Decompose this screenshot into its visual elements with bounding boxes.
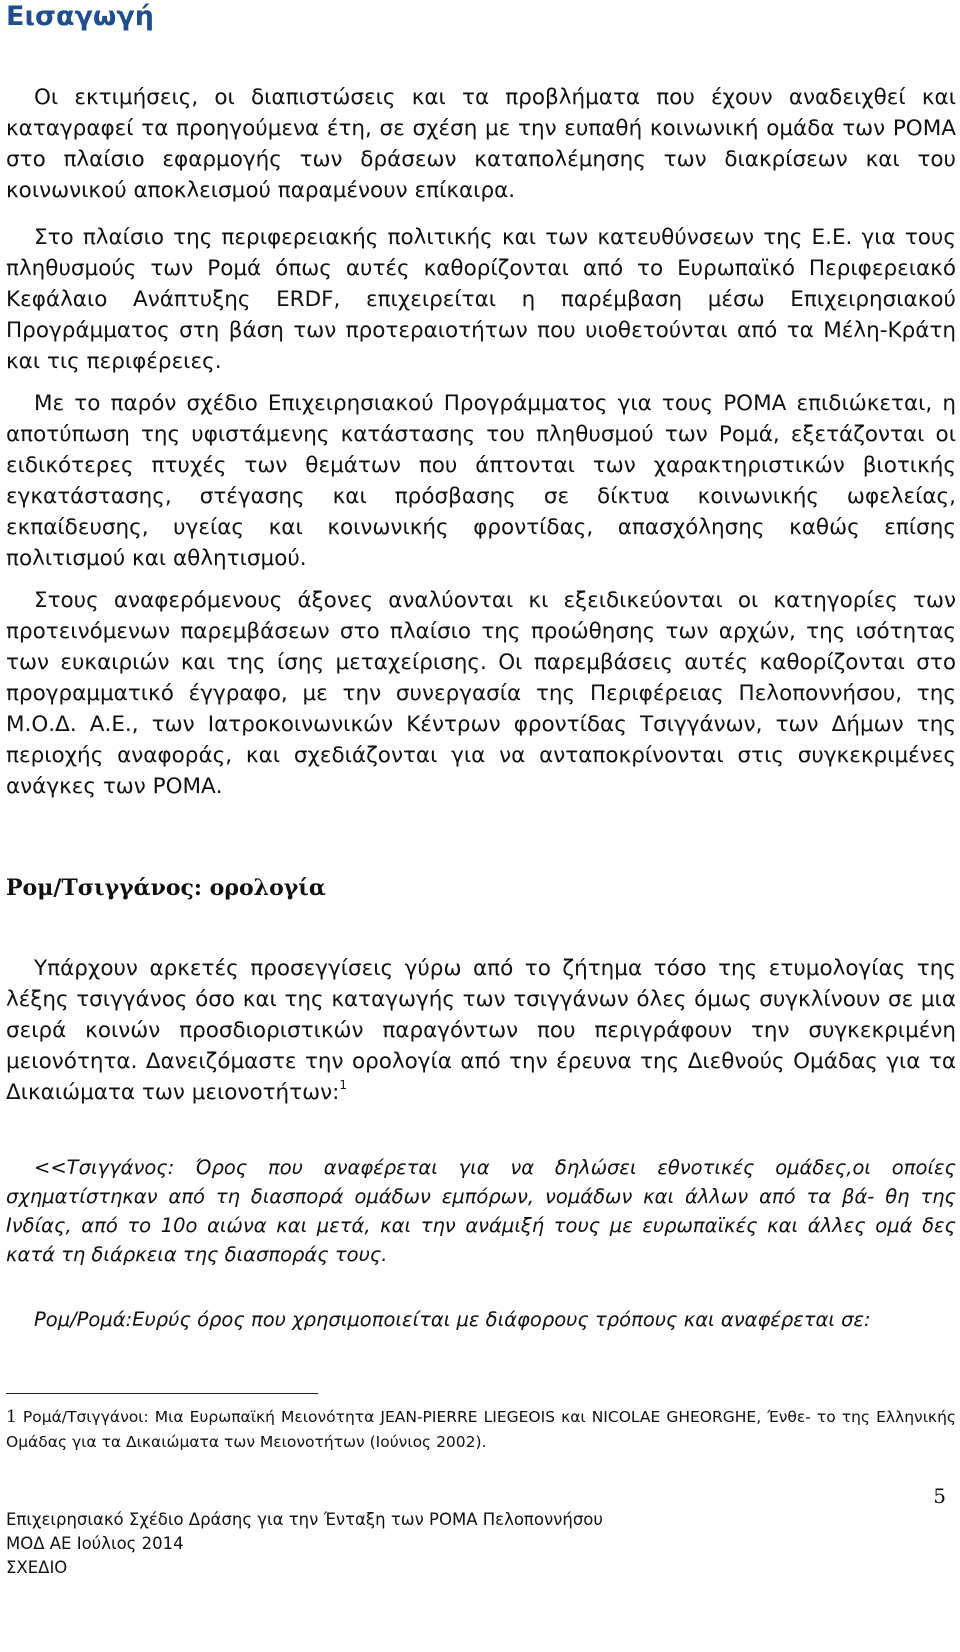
terminology-paragraph-text: Υπάρχουν αρκετές προσεγγίσεις γύρω από το ζήτημα τόσο της ετυμολογίας της λέξης τσιγγάνος όσο και της καταγωγής των τσιγγάνων όλες όμως συγκλίνουν σε μια σειρά κοινών προσδιοριστικών παραγόντων που περιγράφουν την συγκεκριμένη μειονότητα. Δανειζόμαστε την ορολογία από την έρευνα της Διεθνούς Ομάδας για τα Δικαιώματα των μειονοτήτων: (6, 956, 956, 1105)
quote-tsiganos-definition: <<Τσιγγάνος: Όρος που αναφέρεται για να δηλώσει εθνοτικές ομάδες,οι οποίες σχηματίστηκαν από τη διασπορά ομάδων εμπόρων, νομάδων και άλλων από τα βά- θη της Ινδίας, από το 10ο αιώνα και μετά, και την ανάμιξή τους με ευρωπαϊκές και άλλες ομά δες κατά τη διάρκεια της διασποράς τους. (6, 1156, 956, 1266)
intro-paragraph-1: Οι εκτιμήσεις, οι διαπιστώσεις και τα προβλήματα που έχουν αναδειχθεί και καταγραφεί τα προηγούμενα έτη, σε σχέση με την ευπαθή κοινωνική ομάδα των ΡΟΜΑ στο πλαίσιο εφαρμογής των δράσεων καταπολέμησης των διακρίσεων και του κοινωνικού αποκλεισμού παραμένουν επίκαιρα. (6, 85, 956, 203)
page-number: 5 (933, 1484, 946, 1508)
footer-draft-label: ΣΧΕΔΙΟ (6, 1558, 68, 1577)
footnote-reference[interactable]: 1 (339, 1078, 348, 1092)
footnote-separator (6, 1393, 318, 1394)
intro-paragraph-3: Με το παρόν σχέδιο Επιχειρησιακού Προγράμματος για τους ΡΟΜΑ επιδιώκεται, η αποτύπωση της υφιστάμενης κατάστασης του πληθυσμού των Ρομά, εξετάζονται οι ειδικότερες πτυχές των θεμάτων που άπτονται των χαρακτηριστικών βιοτικής εγκατάστασης, στέγασης και πρόσβασης σε δίκτυα κοινωνικής ωφελείας, εκπαίδευσης, υγείας και κοινωνικής φροντίδας, απασχόλησης καθώς επίσης πολιτισμού και αθλητισμού. (6, 391, 956, 571)
footer-org-date: ΜΟΔ ΑΕ Ιούλιος 2014 (6, 1534, 184, 1553)
footer-title: Επιχειρησιακό Σχέδιο Δράσης για την Ένταξη των ΡΟΜΑ Πελοποννήσου (6, 1510, 603, 1529)
terminology-paragraph (6, 953, 956, 1108)
footnote-text: Ρομά/Τσιγγάνοι: Μια Ευρωπαϊκή Μειονότητα JEAN-PIERRE LIEGEOIS και NICOLAE GHEORGHE, Ένθε- το της Ελληνικής Ομάδας για τα Δικαιώματα των Μειονοτήτων (Ιούνιος 2002). (6, 1408, 956, 1451)
footnote-number: 1 (6, 1407, 17, 1427)
intro-paragraph-2: Στο πλαίσιο της περιφερειακής πολιτικής και των κατευθύνσεων της Ε.Ε. για τους πληθυσμούς των Ρομά όπως αυτές καθορίζονται από το Ευρωπαϊκό Περιφερειακό Κεφάλαιο Ανάπτυξης ERDF, επιχειρείται η παρέμβαση μέσω Επιχειρησιακού Προγράμματος στη βάση των προτεραιοτήτων που υιοθετούνται από τα Μέλη-Κράτη και τις περιφέρειες. (6, 225, 956, 374)
footnote (6, 1405, 956, 1455)
page-footer (6, 1508, 603, 1580)
intro-paragraph-4: Στους αναφερόμενους άξονες αναλύονται κι εξειδικεύονται οι κατηγορίες των προτεινόμενων παρεμβάσεων στο πλαίσιο της προώθησης των αρχών, της ισότητας των ευκαιριών και της ίσης μεταχείρισης. Οι παρεμβάσεις αυτές καθορίζονται στο προγραμματικό έγγραφο, με την συνεργασία της Περιφέρειας Πελοποννήσου, της Μ.Ο.Δ. Α.Ε., των Ιατροκοινωνικών Κέντρων φροντίδας Τσιγγάνων, των Δήμων της περιοχής αναφοράς, και σχεδιάζονται για να ανταποκρίνονται στις συγκεκριμένες ανάγκες των ΡΟΜΑ. (6, 588, 956, 799)
section-title-terminology: Ρομ/Τσιγγάνος: ορολογία (6, 875, 326, 901)
section-title-introduction: Εισαγωγή (6, 1, 155, 32)
quote-rom-definition: Ρομ/Ρομά:Ευρύς όρος που χρησιμοποιείται με διάφορους τρόπους και αναφέρεται σε: (34, 1308, 871, 1331)
